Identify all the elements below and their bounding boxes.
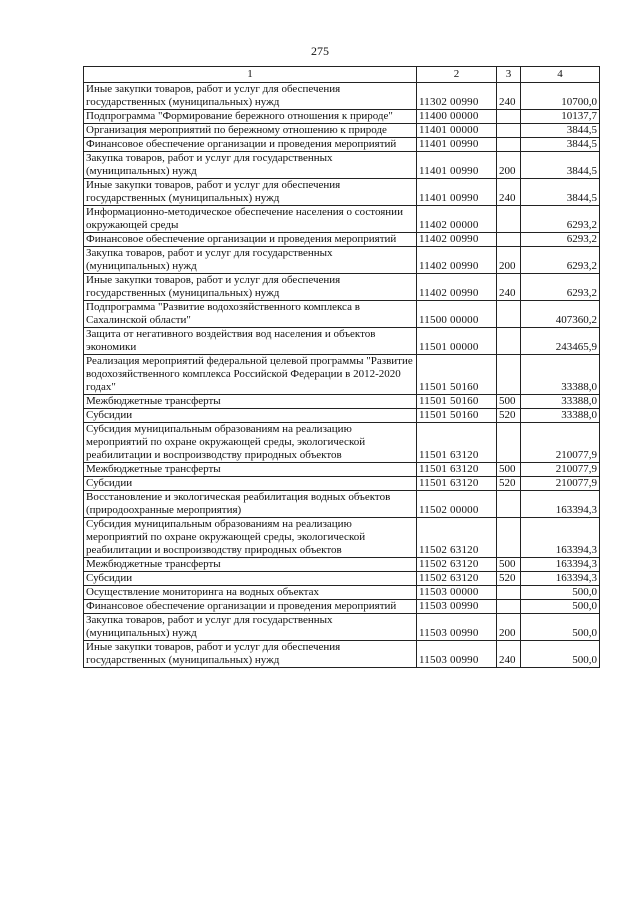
cell-name: Подпрограмма "Развитие водохозяйственного комплекса в Сахалинской области" <box>84 301 417 328</box>
cell-amount: 33388,0 <box>521 395 600 409</box>
cell-name: Информационно-методическое обеспечение населения о состоянии окружающей среды <box>84 206 417 233</box>
cell-code: 11503 00990 <box>417 600 497 614</box>
cell-amount: 163394,3 <box>521 491 600 518</box>
cell-type <box>497 423 521 463</box>
table-row <box>84 247 600 274</box>
cell-type: 520 <box>497 409 521 423</box>
cell-name: Межбюджетные трансферты <box>84 558 417 572</box>
cell-code: 11502 63120 <box>417 518 497 558</box>
cell-type <box>497 600 521 614</box>
cell-type <box>497 355 521 395</box>
table-row <box>84 463 600 477</box>
cell-type: 240 <box>497 274 521 301</box>
cell-name: Субсидия муниципальным образованиям на реализацию мероприятий по охране окружающей среды, экологической реабилитации и воспроизводству природных объектов <box>84 423 417 463</box>
table-row <box>84 274 600 301</box>
header-row <box>84 67 600 83</box>
cell-amount: 3844,5 <box>521 124 600 138</box>
cell-amount: 6293,2 <box>521 247 600 274</box>
cell-code: 11501 00000 <box>417 328 497 355</box>
cell-amount: 243465,9 <box>521 328 600 355</box>
cell-code: 11401 00990 <box>417 138 497 152</box>
cell-amount: 163394,3 <box>521 572 600 586</box>
table-row <box>84 491 600 518</box>
cell-amount: 210077,9 <box>521 477 600 491</box>
cell-amount: 10137,7 <box>521 110 600 124</box>
cell-name: Межбюджетные трансферты <box>84 463 417 477</box>
column-header-code: 2 <box>417 67 497 83</box>
cell-type <box>497 301 521 328</box>
cell-amount: 500,0 <box>521 600 600 614</box>
cell-name: Закупка товаров, работ и услуг для государственных (муниципальных) нужд <box>84 614 417 641</box>
cell-name: Субсидии <box>84 409 417 423</box>
cell-code: 11502 00000 <box>417 491 497 518</box>
table-row <box>84 641 600 668</box>
cell-code: 11501 63120 <box>417 423 497 463</box>
cell-type: 200 <box>497 152 521 179</box>
cell-name: Финансовое обеспечение организации и проведения мероприятий <box>84 600 417 614</box>
cell-type <box>497 124 521 138</box>
cell-name: Закупка товаров, работ и услуг для государственных (муниципальных) нужд <box>84 247 417 274</box>
table-row <box>84 355 600 395</box>
table-row <box>84 518 600 558</box>
cell-name: Восстановление и экологическая реабилитация водных объектов (природоохранные мероприятия) <box>84 491 417 518</box>
cell-code: 11402 00990 <box>417 233 497 247</box>
cell-code: 11501 50160 <box>417 355 497 395</box>
table-row <box>84 138 600 152</box>
table-row <box>84 110 600 124</box>
table-row <box>84 572 600 586</box>
cell-type <box>497 138 521 152</box>
table-row <box>84 600 600 614</box>
cell-code: 11400 00000 <box>417 110 497 124</box>
column-header-type: 3 <box>497 67 521 83</box>
table-row <box>84 614 600 641</box>
cell-code: 11502 63120 <box>417 558 497 572</box>
cell-amount: 163394,3 <box>521 558 600 572</box>
cell-code: 11501 50160 <box>417 395 497 409</box>
cell-type: 520 <box>497 477 521 491</box>
table-row <box>84 83 600 110</box>
cell-type: 240 <box>497 83 521 110</box>
cell-type: 240 <box>497 179 521 206</box>
cell-name: Финансовое обеспечение организации и проведения мероприятий <box>84 233 417 247</box>
table-row <box>84 233 600 247</box>
cell-code: 11401 00990 <box>417 179 497 206</box>
cell-type: 500 <box>497 395 521 409</box>
cell-code: 11402 00990 <box>417 274 497 301</box>
cell-type <box>497 586 521 600</box>
table-row <box>84 206 600 233</box>
table-row <box>84 124 600 138</box>
cell-name: Осуществление мониторинга на водных объектах <box>84 586 417 600</box>
cell-amount: 210077,9 <box>521 423 600 463</box>
cell-name: Иные закупки товаров, работ и услуг для обеспечения государственных (муниципальных) нужд <box>84 83 417 110</box>
table-row <box>84 328 600 355</box>
cell-name: Субсидии <box>84 477 417 491</box>
cell-name: Финансовое обеспечение организации и проведения мероприятий <box>84 138 417 152</box>
cell-amount: 33388,0 <box>521 355 600 395</box>
budget-table <box>83 66 600 668</box>
cell-name: Иные закупки товаров, работ и услуг для обеспечения государственных (муниципальных) нужд <box>84 179 417 206</box>
cell-amount: 500,0 <box>521 641 600 668</box>
cell-name: Иные закупки товаров, работ и услуг для обеспечения государственных (муниципальных) нужд <box>84 274 417 301</box>
cell-amount: 500,0 <box>521 586 600 600</box>
cell-amount: 3844,5 <box>521 138 600 152</box>
table-row <box>84 395 600 409</box>
cell-name: Организация мероприятий по бережному отношению к природе <box>84 124 417 138</box>
cell-name: Защита от негативного воздействия вод населения и объектов экономики <box>84 328 417 355</box>
cell-name: Субсидии <box>84 572 417 586</box>
page-number: 275 <box>311 44 329 58</box>
cell-code: 11503 00000 <box>417 586 497 600</box>
cell-code: 11500 00000 <box>417 301 497 328</box>
cell-code: 11501 63120 <box>417 463 497 477</box>
cell-amount: 6293,2 <box>521 274 600 301</box>
cell-amount: 3844,5 <box>521 179 600 206</box>
cell-amount: 163394,3 <box>521 518 600 558</box>
cell-name: Закупка товаров, работ и услуг для государственных (муниципальных) нужд <box>84 152 417 179</box>
column-header-amount: 4 <box>521 67 600 83</box>
cell-amount: 33388,0 <box>521 409 600 423</box>
cell-amount: 6293,2 <box>521 233 600 247</box>
cell-code: 11401 00000 <box>417 124 497 138</box>
cell-type: 500 <box>497 558 521 572</box>
table-row <box>84 477 600 491</box>
cell-code: 11503 00990 <box>417 614 497 641</box>
cell-name: Субсидия муниципальным образованиям на реализацию мероприятий по охране окружающей среды, экологической реабилитации и воспроизводству природных объектов <box>84 518 417 558</box>
cell-type: 200 <box>497 247 521 274</box>
table-row <box>84 301 600 328</box>
cell-name: Реализация мероприятий федеральной целевой программы "Развитие водохозяйственного комплекса Российской Федерации в 2012-2020 годах" <box>84 355 417 395</box>
cell-amount: 6293,2 <box>521 206 600 233</box>
cell-type <box>497 110 521 124</box>
column-header-name: 1 <box>84 67 417 83</box>
table-row <box>84 423 600 463</box>
cell-type: 500 <box>497 463 521 477</box>
cell-code: 11501 63120 <box>417 477 497 491</box>
cell-type: 240 <box>497 641 521 668</box>
table-row <box>84 558 600 572</box>
cell-code: 11402 00000 <box>417 206 497 233</box>
cell-amount: 3844,5 <box>521 152 600 179</box>
cell-name: Межбюджетные трансферты <box>84 395 417 409</box>
cell-amount: 10700,0 <box>521 83 600 110</box>
table-row <box>84 179 600 206</box>
cell-amount: 500,0 <box>521 614 600 641</box>
cell-name: Подпрограмма "Формирование бережного отношения к природе" <box>84 110 417 124</box>
cell-amount: 407360,2 <box>521 301 600 328</box>
cell-type <box>497 328 521 355</box>
cell-code: 11502 63120 <box>417 572 497 586</box>
cell-type <box>497 206 521 233</box>
cell-type <box>497 491 521 518</box>
cell-type: 520 <box>497 572 521 586</box>
cell-code: 11302 00990 <box>417 83 497 110</box>
cell-amount: 210077,9 <box>521 463 600 477</box>
cell-name: Иные закупки товаров, работ и услуг для обеспечения государственных (муниципальных) нужд <box>84 641 417 668</box>
cell-type <box>497 233 521 247</box>
cell-code: 11501 50160 <box>417 409 497 423</box>
cell-type: 200 <box>497 614 521 641</box>
cell-code: 11401 00990 <box>417 152 497 179</box>
table-row <box>84 409 600 423</box>
cell-code: 11503 00990 <box>417 641 497 668</box>
cell-type <box>497 518 521 558</box>
table-row <box>84 152 600 179</box>
cell-code: 11402 00990 <box>417 247 497 274</box>
table-row <box>84 586 600 600</box>
